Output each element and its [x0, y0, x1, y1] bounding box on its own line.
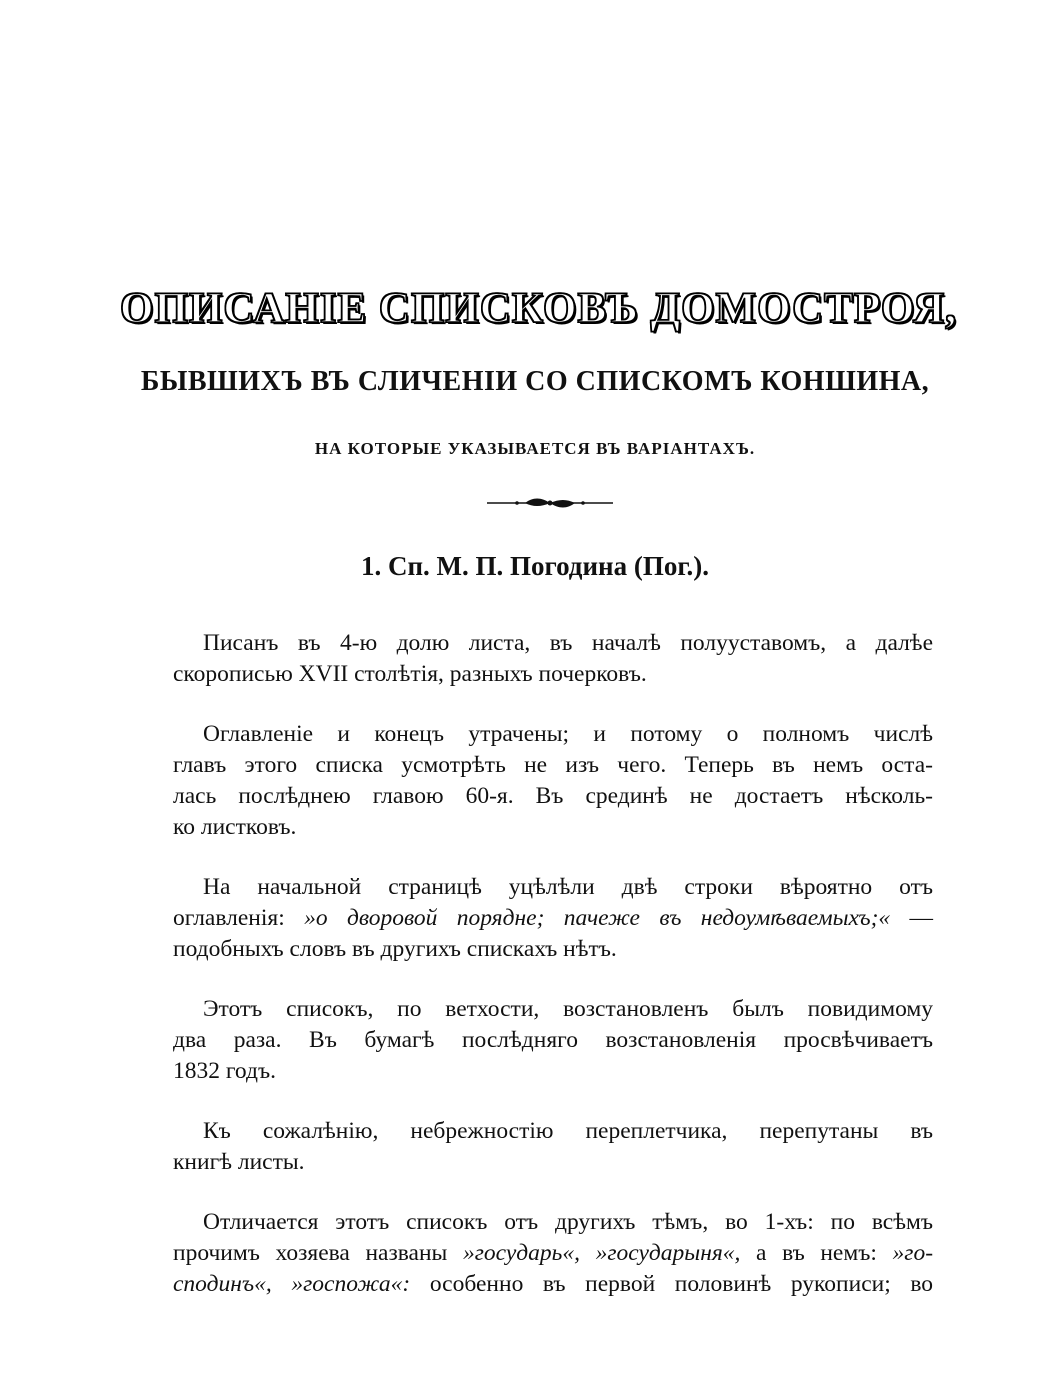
text-line: скорописью XVII столѣтія, разныхъ почерковъ.: [173, 661, 647, 687]
text-line: Отличается этотъ списокъ отъ другихъ тѣмъ, во 1-хъ: по всѣмъ: [203, 1209, 933, 1235]
text-line: [173, 1269, 933, 1300]
ornament-divider-icon: [487, 495, 613, 511]
text-line: Писанъ въ 4-ю долю листа, въ началѣ полууставомъ, а далѣе: [203, 630, 933, 656]
paragraph: [173, 994, 933, 1087]
italic-quote: »государыня«,: [595, 1240, 741, 1266]
text-line: ко листковъ.: [173, 814, 297, 840]
paragraph: [173, 1207, 933, 1300]
text-line: лась послѣднею главою 60-я. Въ срединѣ не достаетъ нѣсколь-: [173, 783, 933, 809]
italic-quote: »го-: [892, 1240, 934, 1266]
italic-quote: »о дворовой порядне; пачеже въ недоумѣваемыхъ;«: [304, 905, 891, 931]
text-line: два раза. Въ бумагѣ послѣдняго возстановленія просвѣчиваетъ: [173, 1027, 933, 1053]
text-fragment: оглавленія:: [173, 905, 285, 931]
em-dash: —: [909, 905, 933, 931]
text-fragment: а въ немъ:: [756, 1240, 877, 1266]
text-line: подобныхъ словъ въ другихъ спискахъ нѣтъ.: [173, 936, 617, 962]
page-subsubtitle: НА КОТОРЫЕ УКАЗЫВАЕТСЯ ВЪ ВАРІАНТАХЪ.: [314, 439, 756, 458]
text-fragment: особенно въ первой половинѣ рукописи; во: [429, 1271, 934, 1297]
paragraph: [173, 628, 933, 690]
paragraph: [173, 719, 933, 843]
text-line: Этотъ списокъ, по ветхости, возстановленъ былъ повидимому: [203, 996, 933, 1022]
text-line: Къ сожалѣнію, небрежностію переплетчика, перепутаны въ: [203, 1118, 933, 1144]
text-line: Оглавленіе и конецъ утрачены; и потому о полномъ числѣ: [203, 721, 933, 747]
text-line: На начальной страницѣ уцѣлѣли двѣ строки вѣроятно отъ: [203, 874, 933, 900]
section-heading: 1. Сп. М. П. Погодина (Пог.).: [360, 551, 710, 581]
text-line: 1832 годъ.: [173, 1058, 276, 1084]
text-line: книгѣ листы.: [173, 1149, 305, 1175]
text-line: [173, 1238, 933, 1269]
page-title: ОПИСАНІЕ СПИСКОВЪ ДОМОСТРОЯ,: [120, 285, 957, 332]
paragraph: [173, 872, 933, 965]
page-subtitle: БЫВШИХЪ ВЪ СЛИЧЕНІИ СО СПИСКОМЪ КОНШИНА,: [140, 366, 930, 397]
italic-quote: »государь«,: [462, 1240, 580, 1266]
italic-quote: »госпожа«:: [291, 1271, 411, 1297]
paragraph: [173, 1116, 933, 1178]
text-fragment: прочимъ хозяева названы: [173, 1240, 448, 1266]
text-line: главъ этого списка усмотрѣть не изъ чего. Теперь въ немъ оста-: [173, 752, 933, 778]
text-line: [173, 903, 933, 934]
body-text: [173, 628, 933, 1329]
italic-quote: сподинъ«,: [173, 1271, 272, 1297]
